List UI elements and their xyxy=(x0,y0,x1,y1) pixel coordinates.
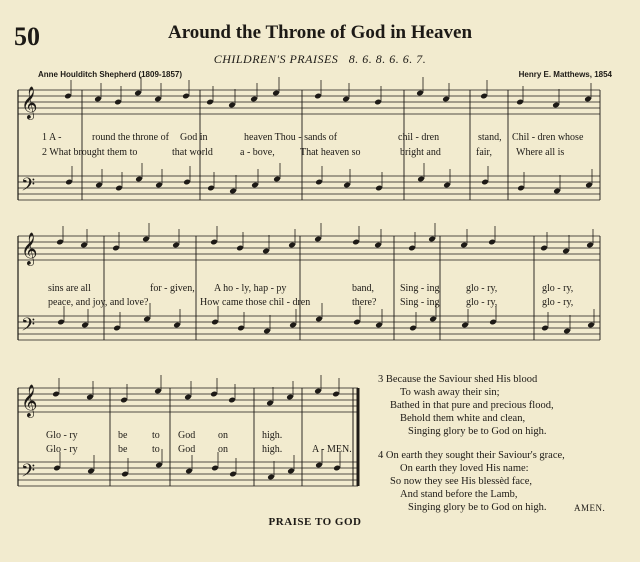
lyric: there? xyxy=(352,297,377,308)
lyric: on xyxy=(218,444,228,455)
music-credit: Henry E. Matthews, 1854 xyxy=(518,70,612,79)
verse-line: Bathed in that pure and precious flood, xyxy=(390,400,554,411)
lyric: God xyxy=(178,444,196,455)
bass-clef-icon: 𝄢 xyxy=(21,461,36,486)
lyric: How came those chil - dren xyxy=(200,297,311,308)
lyric: on xyxy=(218,430,228,441)
words-credit: Anne Houlditch Shepherd (1809-1857) xyxy=(38,70,183,79)
lyric: fair, xyxy=(476,147,492,158)
system2-verse1 xyxy=(0,283,640,295)
lyric: Sing - ing xyxy=(400,297,440,308)
lyric: Where all is xyxy=(516,147,565,158)
lyric: glo - ry, xyxy=(542,283,574,294)
additional-verses xyxy=(378,372,628,522)
section-footer: PRAISE TO GOD xyxy=(268,516,362,528)
lyric: band, xyxy=(352,283,374,294)
bass-clef-icon: 𝄢 xyxy=(21,175,36,200)
lyric: A ho - ly, hap - py xyxy=(214,283,287,294)
lyric: 2 What brought them to xyxy=(42,147,138,158)
verse-line: Singing glory be to God on high. xyxy=(408,426,547,437)
lyric: That heaven so xyxy=(300,147,361,158)
lyric: to xyxy=(152,444,160,455)
lyric: A - MEN. xyxy=(312,444,352,455)
lyric: heaven Thou - sands of xyxy=(244,132,338,143)
hymn-number: 50 xyxy=(14,22,40,51)
tune-name: CHILDREN'S PRAISES xyxy=(213,52,339,66)
lyric: glo - ry, xyxy=(466,283,498,294)
treble-clef-icon: 𝄞 xyxy=(21,384,38,417)
lyric: chil - dren xyxy=(398,132,440,143)
lyric: Chil - dren whose xyxy=(512,132,584,143)
lyric: glo - ry, xyxy=(466,297,498,308)
lyric: sins are all xyxy=(48,283,91,294)
verse-line: And stand before the Lamb, xyxy=(400,489,518,500)
lyric: peace, and joy, and love? xyxy=(48,297,149,308)
system2-verse2 xyxy=(0,297,640,309)
amen-label: AMEN. xyxy=(574,503,606,513)
bass-clef-icon: 𝄢 xyxy=(21,315,36,340)
lyric: round the throne of xyxy=(92,132,169,143)
system1-verse1 xyxy=(0,132,640,144)
lyric: to xyxy=(152,430,160,441)
lyric: be xyxy=(118,430,128,441)
verse-line: To wash away their sin; xyxy=(400,387,500,398)
lyric: Glo - ry xyxy=(46,444,78,455)
lyric: stand, xyxy=(478,132,502,143)
system3-verse2 xyxy=(0,444,370,456)
system1-verse2 xyxy=(0,147,640,159)
meter: 8. 6. 8. 6. 6. 7. xyxy=(348,52,427,66)
verse-line: Behold them white and clean, xyxy=(400,413,526,424)
lyric: be xyxy=(118,444,128,455)
hymn-title: Around the Throne of God in Heaven xyxy=(167,22,473,43)
lyric: a - bove, xyxy=(240,147,275,158)
verse-line: Singing glory be to God on high. xyxy=(408,502,547,513)
lyric: for - given, xyxy=(150,283,195,294)
lyric: Glo - ry xyxy=(46,430,78,441)
treble-clef-icon: 𝄞 xyxy=(21,232,38,265)
lyric: Sing - ing xyxy=(400,283,440,294)
verse-line: 4 On earth they sought their Saviour's grace, xyxy=(378,450,565,461)
lyric: glo - ry, xyxy=(542,297,574,308)
verse-line: So now they see His blessèd face, xyxy=(390,476,533,487)
verse-line: On earth they loved His name: xyxy=(400,463,529,474)
lyric: God in xyxy=(180,132,208,143)
lyric: that world xyxy=(172,147,213,158)
verse-line: 3 Because the Saviour shed His blood xyxy=(378,374,538,385)
lyric: bright and xyxy=(400,147,441,158)
lyric: 1 A - xyxy=(42,132,62,143)
system3-verse1 xyxy=(0,430,370,442)
treble-clef-icon: 𝄞 xyxy=(21,86,38,119)
lyric: God xyxy=(178,430,196,441)
lyric: high. xyxy=(262,430,283,441)
lyric: high. xyxy=(262,444,283,455)
